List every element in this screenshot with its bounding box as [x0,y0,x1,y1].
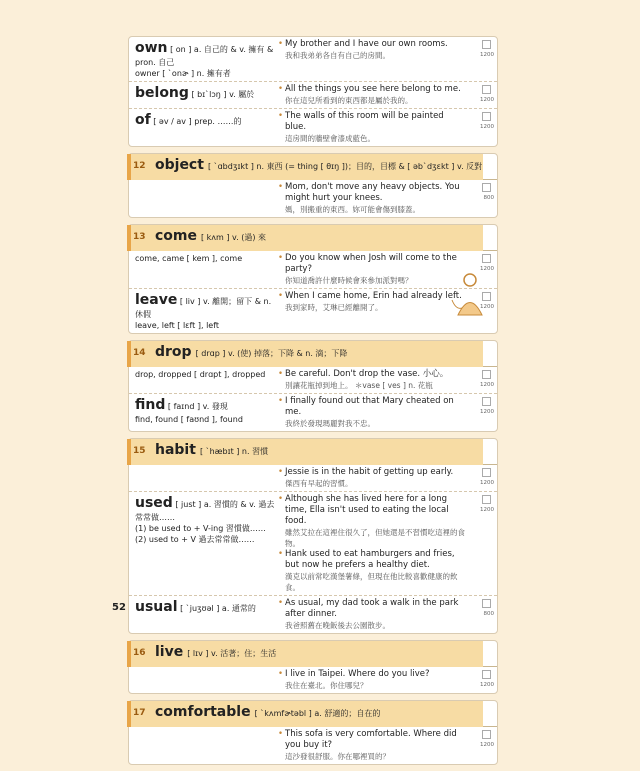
entry-drop [129,367,497,394]
word: usual [135,599,178,615]
example-en: • My brother and I have our own rooms. [277,39,467,50]
section-header [127,341,497,367]
level-badge: 800 [483,611,494,617]
card-own [128,36,498,147]
headword: object [ ˋɑbdʒɪkt ] n. 東西 (= thing [ θɪŋ ])；目的，目標 & [ əbˋdʒɛkt ] v. 反對 [155,157,483,173]
example-en: • This sofa is very comfortable. Where did you buy it? [277,729,467,751]
definition: [ ˋjuʒʊəl ] a. 通常的 [180,604,256,613]
example-en: • I finally found out that Mary cheated on me. [277,396,467,418]
forms: leave, left [ lɛft ], left [135,321,220,330]
definition: [ faɪnd ] v. 發現 [167,402,228,411]
example-en: • When I came home, Erin had already left. [277,291,467,302]
example-zh-2: 漢克以前常吃漢堡薯條，但現在他比較喜歡健康的飲食。 [285,572,458,592]
example-en: • Do you know when Josh will come to the party? [277,253,467,275]
checkbox[interactable] [482,40,491,49]
section-header [127,154,497,180]
level-badge: 1200 [480,742,494,748]
example-zh: 媽，別搬重的東西。妳可能會傷到膝蓋。 [285,205,420,214]
level-badge: 1200 [480,507,494,513]
entry-usual [129,596,497,633]
section-header [127,641,497,667]
level-badge: 1200 [480,382,494,388]
example-en: • Jessie is in the habit of getting up early. [277,467,467,478]
entry-habit [129,465,497,492]
section-number: 12 [133,161,146,171]
section-number: 15 [133,446,146,456]
example-zh: 別讓花瓶掉到地上。 ＊vase [ ves ] n. 花瓶 [285,381,433,390]
checkbox[interactable] [482,370,491,379]
entry [129,727,497,764]
entry-belong [129,82,497,109]
example-en: • Be careful. Don't drop the vase. 小心。 [277,369,467,380]
example-zh: 你在這兒所看到的東西都是屬於我的。 [285,96,413,105]
example-en: • As usual, my dad took a walk in the park after dinner. [277,598,467,620]
usage-note: (1) be used to + V-ing 習慣做…… (2) used to + V 過去常常做…… [135,524,266,544]
word: of [135,112,151,128]
word: leave [135,292,178,308]
checkbox[interactable] [482,397,491,406]
level-badge: 1200 [480,682,494,688]
forms: come, came [ kem ], come [135,254,243,263]
section-come [128,224,498,334]
checkbox[interactable] [482,254,491,263]
headword: come [ kʌm ] v. (過) 來 [155,228,267,244]
checkbox[interactable] [482,183,491,192]
section-number: 13 [133,232,146,242]
example-zh: 我終於發現瑪麗對我不忠。 [285,419,375,428]
section-header [127,701,497,727]
section-object [128,153,498,218]
section-live [128,640,498,694]
entry-own [129,37,497,82]
entry-leave [129,289,497,333]
forms: drop, dropped [ drɑpt ], dropped [135,370,266,379]
section-comfortable [128,700,498,765]
page-number: 52 [112,602,126,613]
checkbox[interactable] [482,599,491,608]
entry [129,667,497,693]
headword: comfortable [ ˋkʌmfɚtəbl ] a. 舒適的；自在的 [155,704,381,720]
word: belong [135,85,189,101]
section-header [127,225,497,251]
example-zh: 傑西有早起的習慣。 [285,479,353,488]
forms: find, found [ faʊnd ], found [135,415,243,424]
definition: [ on ] a. 自己的 & v. 擁有 & pron. 自己 [135,45,274,67]
example-en: • All the things you see here belong to me. [277,84,467,95]
entry-find [129,394,497,431]
level-badge: 1200 [480,97,494,103]
section-drop [128,340,498,432]
level-badge: 1200 [480,124,494,130]
checkbox[interactable] [482,730,491,739]
headword: live [ lɪv ] v. 活著；住；生活 [155,644,277,660]
example-en: • I live in Taipei. Where do you live? [277,669,467,680]
word: used [135,495,173,511]
checkbox[interactable] [482,112,491,121]
example-zh: 雖然艾拉在這裡住很久了，但她還是不習慣吃這裡的食物。 [285,528,465,548]
section-number: 16 [133,648,146,658]
word: find [135,397,166,413]
checkbox[interactable] [482,495,491,504]
example-zh: 你知道喬許什麼時候會來參加派對嗎？ [285,276,413,285]
derivative: owner [ ˋonɚ ] n. 擁有者 [135,69,231,78]
word: own [135,40,168,56]
entry-come [129,251,497,289]
example-zh: 我到家時，艾琳已經離開了。 [285,303,383,312]
level-badge: 1200 [480,266,494,272]
checkbox[interactable] [482,468,491,477]
headword: habit [ ˋhæbɪt ] n. 習慣 [155,442,269,458]
entry-of [129,109,497,146]
example-en: • Mom, don't move any heavy objects. You might hurt your knees. [277,182,467,204]
level-badge: 1200 [480,480,494,486]
level-badge: 1200 [480,304,494,310]
level-badge: 1200 [480,409,494,415]
vocab-page [128,36,498,771]
definition: [ just ] a. 習慣的 & v. 過去常常做…… [135,500,275,522]
example-zh: 這房間的牆壁會漆成藍色。 [285,134,375,143]
entry-used [129,492,497,596]
section-header [127,439,497,465]
checkbox[interactable] [482,85,491,94]
example-en-2: • Hank used to eat hamburgers and fries, but now he prefers a healthy diet. [277,549,467,571]
example-zh: 這沙發很舒服。你在哪裡買的？ [285,752,390,761]
example-zh: 我住在臺北。你住哪兒？ [285,681,368,690]
definition: [ əv / av ] prep. ……的 [153,117,242,126]
entry [129,180,497,217]
section-habit [128,438,498,634]
section-number: 14 [133,348,146,358]
level-badge: 800 [483,195,494,201]
section-number: 17 [133,708,146,718]
example-zh: 我爸照舊在晚飯後去公園散步。 [285,621,390,630]
headword: drop [ drɑp ] v. (使) 掉落；下降 & n. 滴；下降 [155,344,348,360]
level-badge: 1200 [480,52,494,58]
example-zh: 我和我弟弟各自有自己的房間。 [285,51,390,60]
vase-illustration-icon [448,270,488,320]
example-en: • The walls of this room will be painted blue. [277,111,467,133]
definition: [ liv ] v. 離開；留下 & n. 休假 [135,297,272,319]
example-en: • Although she has lived here for a long time, Ella isn't used to eating the local food. [277,494,467,527]
checkbox[interactable] [482,670,491,679]
definition: [ bɪˋlɔŋ ] v. 屬於 [191,90,255,99]
